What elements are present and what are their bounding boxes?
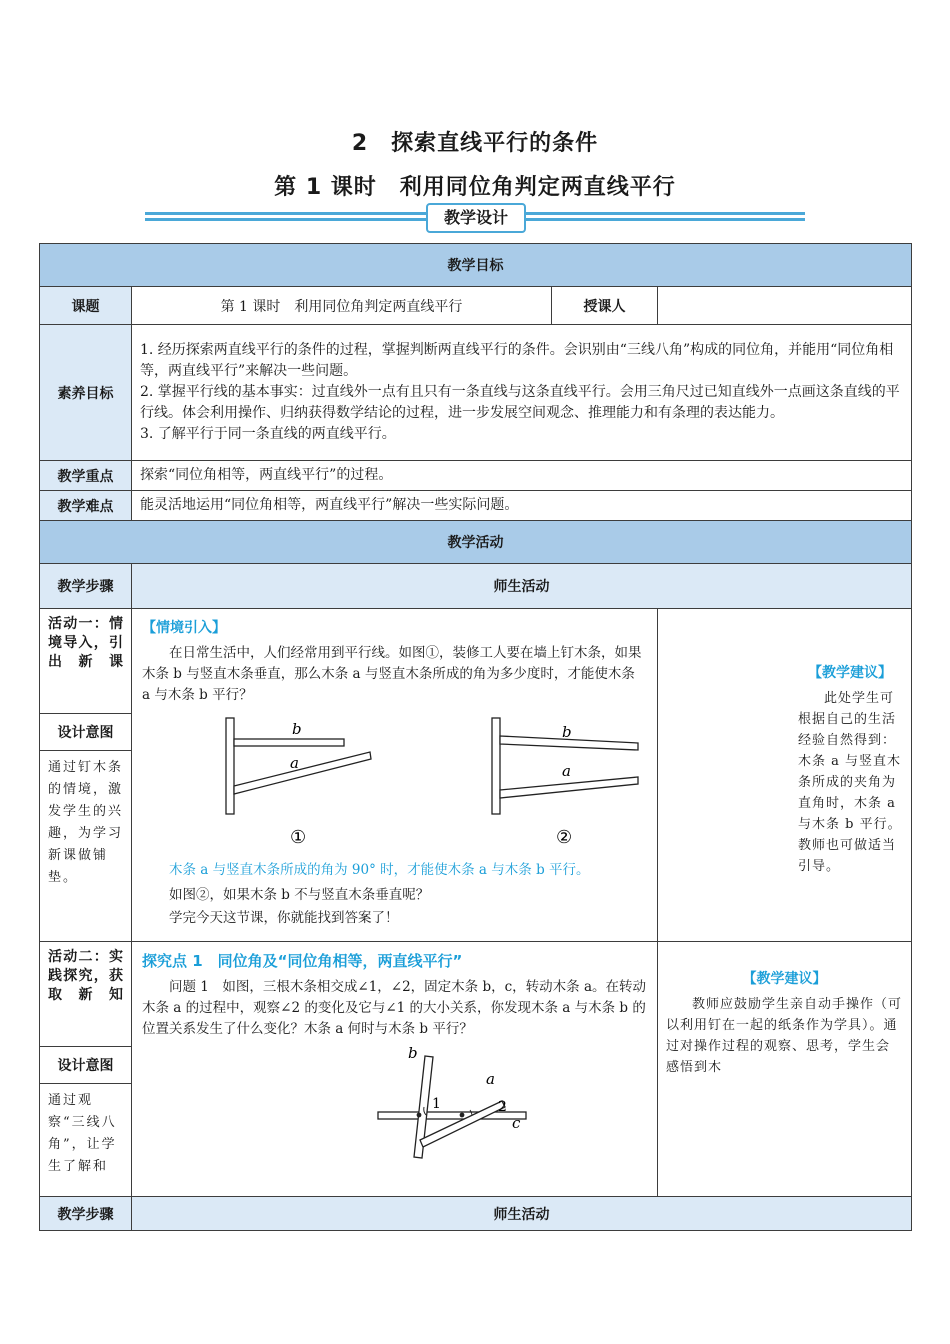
activity2-suggestion-text: 教师应鼓励学生亲自动手操作（可以利用钉在一起的纸条作为学具）。通过对操作过程的观察、思考，学生会感悟到木 <box>666 997 903 1075</box>
fig1-label-b: b <box>292 720 302 738</box>
difficulty-value: 能灵活地运用“同位角相等，两直线平行”解决一些实际问题。 <box>132 491 912 521</box>
activity2-intent-label: 设计意图 <box>40 1046 131 1084</box>
activity2-left <box>40 942 132 1197</box>
teacher-value[interactable] <box>658 287 912 325</box>
situation-paragraph: 在日常生活中，人们经常用到平行线。如图①，装修工人要在墙上钉木条，如果木条 b 与竖直木条垂直，那么木条 a 与竖直木条所成的角为多少度时，才能使木条 a 与木条 b 平行？ <box>142 645 642 703</box>
fig1-label-a: a <box>290 754 299 772</box>
situation-answer: 木条 a 与竖直木条所成的角为 90° 时，才能使木条 a 与木条 b 平行。 <box>169 862 590 878</box>
activity2-intent: 通过观察“三线八角”，让学生了解和 <box>48 1093 117 1174</box>
activity2-suggestion <box>658 942 912 1197</box>
situation-heading: 【情境引入】 <box>142 620 226 636</box>
lesson-plan-table <box>39 243 912 1231</box>
fig1-caption: ① <box>290 827 307 848</box>
activity1-suggestion-block <box>790 662 910 877</box>
difficulty-label: 教学难点 <box>40 491 132 521</box>
figure-2 <box>492 718 638 848</box>
question-1: 问题 1 如图，三根木条相交成∠1，∠2，固定木条 b，c，转动木条 a。在转动木条 a 的过程中，观察∠2 的变化及它与∠1 的大小关系，你发现木条 a 与木条 b 的位置关系发生了什么变化？木条 a 何时与木条 b 平行？ <box>142 979 647 1037</box>
fig-label-a: a <box>486 1070 495 1088</box>
key-point-label: 教学重点 <box>40 461 132 491</box>
literacy-item: 1. 经历探索两直线平行的条件的过程，掌握判断两直线平行的条件。会识别由“三线八角”构成的同位角，并能用“同位角相等，两直线平行”来解决一些问题。 <box>140 342 894 379</box>
footer-activity-label: 师生活动 <box>132 1197 912 1231</box>
steps-label: 教学步骤 <box>40 564 132 609</box>
topic-label: 课题 <box>40 287 132 325</box>
key-point-value: 探索“同位角相等，两直线平行”的过程。 <box>132 461 912 491</box>
situation-question2: 如图②，如果木条 b 不与竖直木条垂直呢？ <box>169 887 430 903</box>
activity1-intent: 通过钉木条的情境，激发学生的兴趣，为学习新课做铺垫。 <box>48 760 124 885</box>
literacy-goals <box>132 325 912 461</box>
teacher-label: 授课人 <box>552 287 658 325</box>
teacher-student-label: 师生活动 <box>132 564 912 609</box>
fig2-label-b: b <box>562 723 572 741</box>
chapter-title: 2 探索直线平行的条件 <box>351 131 599 156</box>
activity1-left <box>40 609 132 942</box>
figure-1 <box>226 718 371 848</box>
situation-closing: 学完今天这节课，你就能找到答案了！ <box>169 910 399 926</box>
activity1-suggestion-text: 此处学生可根据自己的生活经验自然得到：木条 a 与竖直木条所成的夹角为直角时，木条 a 与木条 b 平行。教师也可做适当引导。 <box>798 691 902 874</box>
angle-1-label: 1 <box>432 1096 441 1112</box>
footer-steps-label: 教学步骤 <box>40 1197 132 1231</box>
literacy-label: 素养目标 <box>40 325 132 461</box>
fig-label-b: b <box>408 1044 418 1062</box>
activity1-name: 活动一：情境导入，引出新课 <box>48 616 123 670</box>
activity1-content <box>132 609 658 942</box>
activity2-content <box>132 942 658 1197</box>
lesson-title: 第 1 课时 利用同位角判定两直线平行 <box>274 175 676 200</box>
activity2-suggestion-title: 【教学建议】 <box>742 971 827 987</box>
literacy-item: 2. 掌握平行线的基本事实：过直线外一点有且只有一条直线与这条直线平行。会用三角尺过已知直线外一点画这条直线的平行线。体会利用操作、归纳获得数学结论的过程，进一步发展空间观念、推理能力和有条理的表达能力。 <box>140 384 900 421</box>
activity1-intent-label: 设计意图 <box>40 713 131 751</box>
activities-header: 教学活动 <box>40 521 912 564</box>
fig2-caption: ② <box>556 827 573 848</box>
topic-value: 第 1 课时 利用同位角判定两直线平行 <box>132 287 552 325</box>
fig2-label-a: a <box>562 762 571 780</box>
angle-2-label: 2 <box>498 1099 507 1115</box>
fig-label-c: c <box>512 1114 521 1132</box>
literacy-item: 3. 了解平行于同一条直线的两直线平行。 <box>140 426 396 442</box>
explore-point-heading: 探究点 1 同位角及“同位角相等，两直线平行” <box>142 952 463 970</box>
teaching-design-badge: 教学设计 <box>426 203 526 233</box>
activity1-suggestion-title: 【教学建议】 <box>808 665 892 681</box>
activity2-name: 活动二：实践探究，获取新知 <box>48 949 123 1003</box>
goals-header: 教学目标 <box>40 244 912 287</box>
